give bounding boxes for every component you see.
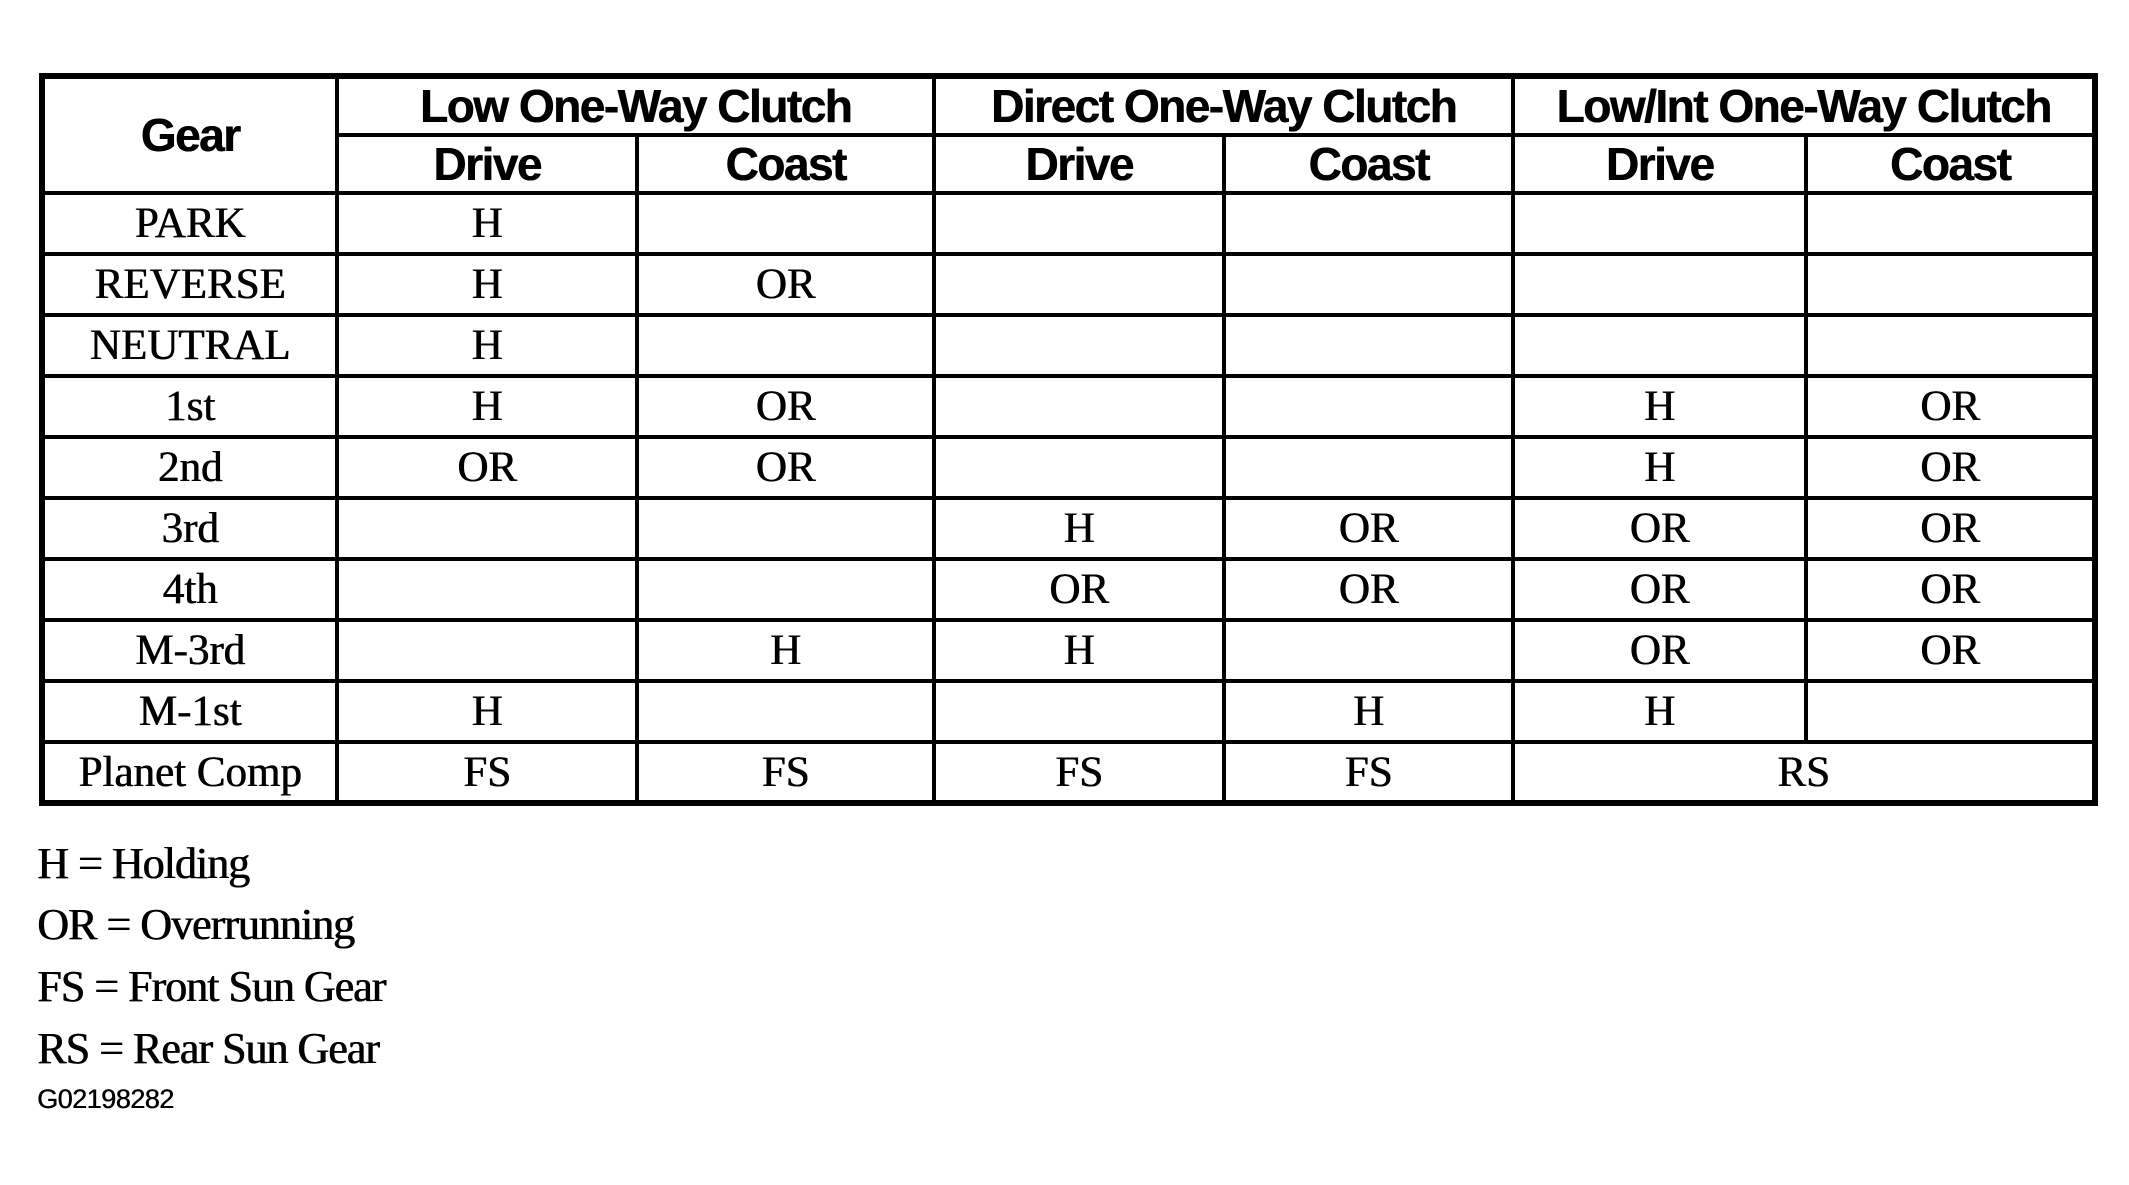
state-cell: H	[1513, 681, 1806, 742]
sub-header-lowint-drive: Drive	[1513, 135, 1806, 193]
gear-cell: NEUTRAL	[42, 315, 337, 376]
state-cell: H	[1224, 681, 1513, 742]
state-cell	[1806, 681, 2095, 742]
state-cell	[337, 498, 637, 559]
sub-header-lowint-coast: Coast	[1806, 135, 2095, 193]
state-cell	[1224, 376, 1513, 437]
state-cell: OR	[1806, 559, 2095, 620]
state-cell	[934, 681, 1224, 742]
legend-item-holding: H = Holding	[37, 839, 249, 888]
table-row-m1st	[42, 681, 2095, 742]
table-row-reverse	[42, 254, 2095, 315]
state-cell: H	[337, 315, 637, 376]
table-row-2nd	[42, 437, 2095, 498]
column-group-low-one-way-clutch: Low One-Way Clutch	[337, 76, 934, 135]
state-cell	[1224, 437, 1513, 498]
state-cell: H	[1513, 376, 1806, 437]
state-cell	[1513, 193, 1806, 254]
state-cell: FS	[637, 742, 934, 803]
table-row-4th	[42, 559, 2095, 620]
state-cell: H	[934, 620, 1224, 681]
state-cell: OR	[337, 437, 637, 498]
column-group-low-int-one-way-clutch: Low/Int One-Way Clutch	[1513, 76, 2095, 135]
gear-cell: 3rd	[42, 498, 337, 559]
state-cell: FS	[1224, 742, 1513, 803]
sub-header-low-coast: Coast	[637, 135, 934, 193]
gear-cell: 4th	[42, 559, 337, 620]
state-cell: OR	[1513, 620, 1806, 681]
state-cell: H	[1513, 437, 1806, 498]
state-cell	[337, 620, 637, 681]
state-cell-merged-rs: RS	[1513, 742, 2095, 803]
gear-cell: PARK	[42, 193, 337, 254]
gear-cell: M-3rd	[42, 620, 337, 681]
gear-cell: 1st	[42, 376, 337, 437]
gear-cell: REVERSE	[42, 254, 337, 315]
state-cell	[637, 559, 934, 620]
state-cell: OR	[637, 254, 934, 315]
state-cell: H	[934, 498, 1224, 559]
state-cell	[637, 498, 934, 559]
state-cell	[337, 559, 637, 620]
legend-item-overrunning: OR = Overrunning	[37, 900, 354, 949]
state-cell	[1224, 620, 1513, 681]
state-cell	[934, 437, 1224, 498]
state-cell: OR	[637, 437, 934, 498]
one-way-clutch-application-table	[39, 73, 2098, 806]
state-cell	[637, 315, 934, 376]
state-cell: OR	[1806, 376, 2095, 437]
state-cell: OR	[1513, 559, 1806, 620]
sub-header-row	[42, 135, 2095, 193]
state-cell: OR	[1513, 498, 1806, 559]
table-row-3rd	[42, 498, 2095, 559]
gear-cell: M-1st	[42, 681, 337, 742]
state-cell: OR	[1806, 620, 2095, 681]
state-cell: H	[637, 620, 934, 681]
state-cell: OR	[1224, 559, 1513, 620]
state-cell: OR	[637, 376, 934, 437]
sub-header-low-drive: Drive	[337, 135, 637, 193]
column-group-direct-one-way-clutch: Direct One-Way Clutch	[934, 76, 1513, 135]
legend-item-rear-sun-gear: RS = Rear Sun Gear	[37, 1024, 379, 1073]
table-row-neutral	[42, 315, 2095, 376]
state-cell	[1806, 315, 2095, 376]
state-cell: H	[337, 376, 637, 437]
state-cell	[934, 376, 1224, 437]
table-row-m3rd	[42, 620, 2095, 681]
sub-header-direct-drive: Drive	[934, 135, 1224, 193]
state-cell	[637, 681, 934, 742]
state-cell	[637, 193, 934, 254]
state-cell: FS	[337, 742, 637, 803]
legend-item-front-sun-gear: FS = Front Sun Gear	[37, 962, 386, 1011]
state-cell	[1806, 193, 2095, 254]
state-cell	[934, 254, 1224, 315]
gear-cell: 2nd	[42, 437, 337, 498]
state-cell	[934, 315, 1224, 376]
table-row-1st	[42, 376, 2095, 437]
figure-id: G02198282	[37, 1084, 174, 1114]
table-row-planet-comp	[42, 742, 2095, 803]
state-cell: H	[337, 254, 637, 315]
table-row-park	[42, 193, 2095, 254]
state-cell	[934, 193, 1224, 254]
state-cell	[1513, 254, 1806, 315]
state-cell: OR	[1224, 498, 1513, 559]
state-cell: OR	[1806, 437, 2095, 498]
state-cell: H	[337, 681, 637, 742]
state-cell: FS	[934, 742, 1224, 803]
column-group-header-row	[42, 76, 2095, 135]
state-cell: OR	[934, 559, 1224, 620]
state-cell	[1224, 254, 1513, 315]
state-cell	[1513, 315, 1806, 376]
gear-column-header: Gear	[42, 76, 337, 193]
gear-cell: Planet Comp	[42, 742, 337, 803]
state-cell: OR	[1806, 498, 2095, 559]
state-cell	[1224, 315, 1513, 376]
state-cell	[1806, 254, 2095, 315]
sub-header-direct-coast: Coast	[1224, 135, 1513, 193]
state-cell: H	[337, 193, 637, 254]
state-cell	[1224, 193, 1513, 254]
